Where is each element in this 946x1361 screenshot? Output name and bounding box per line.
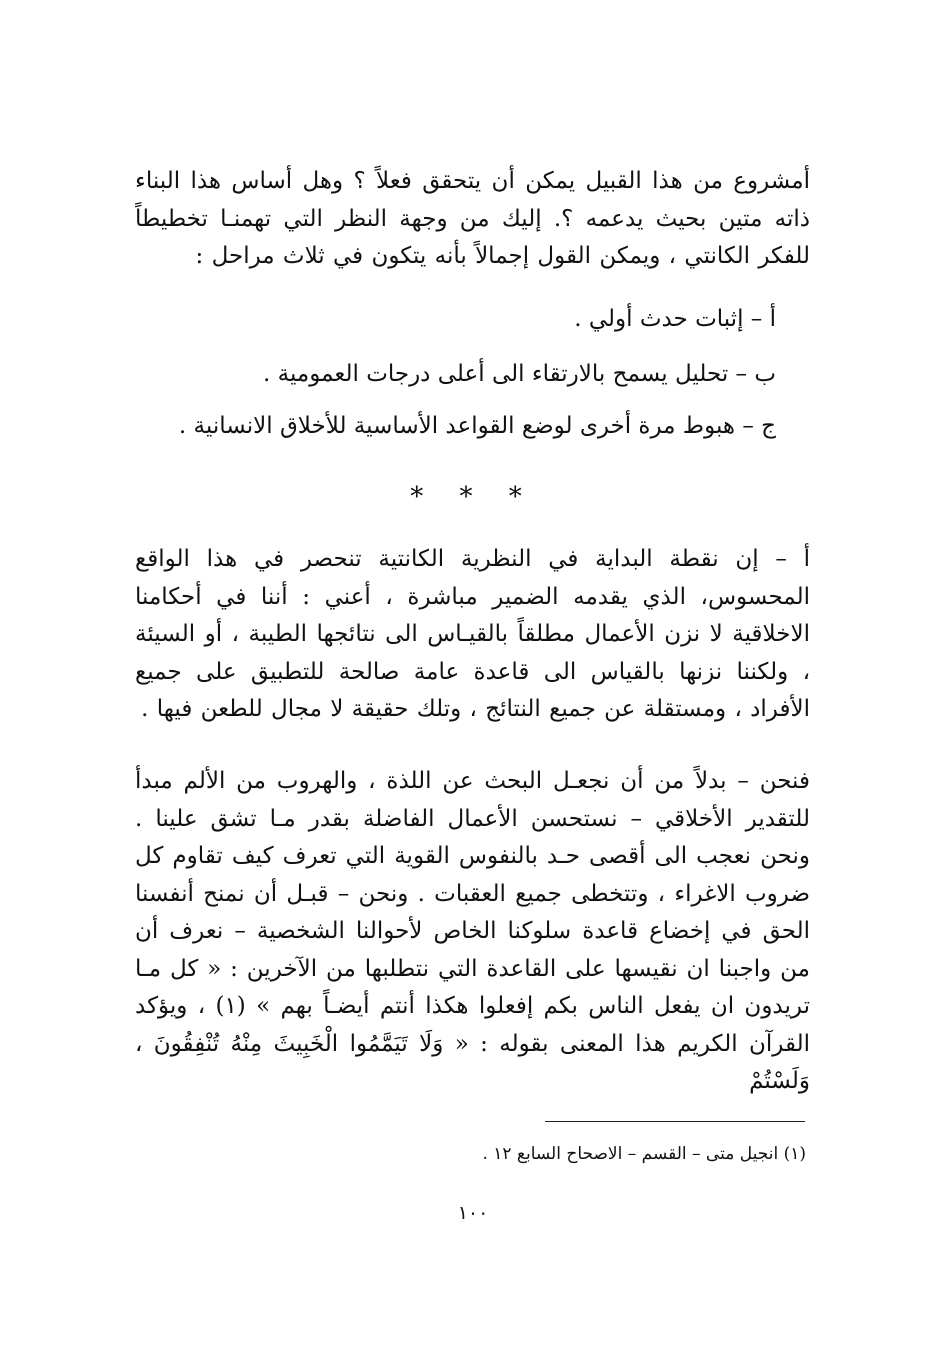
section-paragraph-1: أ – إن نقطة البداية في النظرية الكانتية تنحصر في هذا الواقع المحسوس، الذي يقدمه الضمير مباشرة ، أعني : أننا في أحكامنا الاخلاقية لا نزن الأعمال مطلقاً بالقيـاس الى نتائجها الطيبة ، أو السيئة ، ولكننا نزنها بالقياس الى قاعدة عامة صالحة للتطبيق على جميع الأفراد ، ومستقلة عن جميع النتائج ، وتلك حقيقة لا مجال للطعن فيها .	[135, 546, 810, 722]
page-number: ١٠٠	[457, 1202, 489, 1224]
section-separator: * * *	[410, 482, 536, 512]
footnote: (١) انجيل متى – القسم – الاصحاح السابع ١٢ .	[482, 1144, 806, 1164]
list-item-stage-2: ب – تحليل يسمح بالارتقاء الى أعلى درجات العمومية .	[263, 361, 776, 387]
list-item-stage-1: أ – إثبات حدث أولي .	[574, 306, 776, 332]
section-paragraph-2: فنحن – بدلاً من أن نجعـل البحث عن اللذة ، والهروب من الألم مبدأ للتقدير الأخلاقي – نستحسن الأعمال الفاضلة بقدر مـا تشق علينا . ونحن نعجب الى أقصى حـد بالنفوس القوية التي تعرف كيف تقاوم كل ضروب الاغراء ، وتتخطى جميع العقبات . ونحن – قبـل أن نمنح أنفسنا الحق في إخضاع قاعدة سلوكنا الخاص لأحوالنا الشخصية – نعرف أن من واجبنا ان نقيسها على القاعدة التي نتطلبها من الآخرين : « كل مـا تريدون ان يفعل الناس بكم إفعلوا هكذا أنتم أيضـاً بهم » (١) ، ويؤكد القرآن الكريم هذا المعنى بقوله : « وَلَا تَيَمَّمُوا الْخَبِيثَ مِنْهُ تُنْفِقُونَ ، وَلَسْتُمْ	[135, 768, 810, 1094]
footnote-divider	[545, 1121, 805, 1122]
list-item-stage-3: ج – هبوط مرة أخرى لوضع القواعد الأساسية للأخلاق الانسانية .	[178, 413, 776, 439]
intro-paragraph: أمشروع من هذا القبيل يمكن أن يتحقق فعلاً ؟ وهل أساس هذا البناء ذاته متين بحيث يدعمه ؟. إليك من وجهة النظر التي تهمنـا تخطيطاً للفكر الكانتي ، ويمكن القول إجمالاً بأنه يتكون في ثلاث مراحل :	[135, 168, 810, 269]
